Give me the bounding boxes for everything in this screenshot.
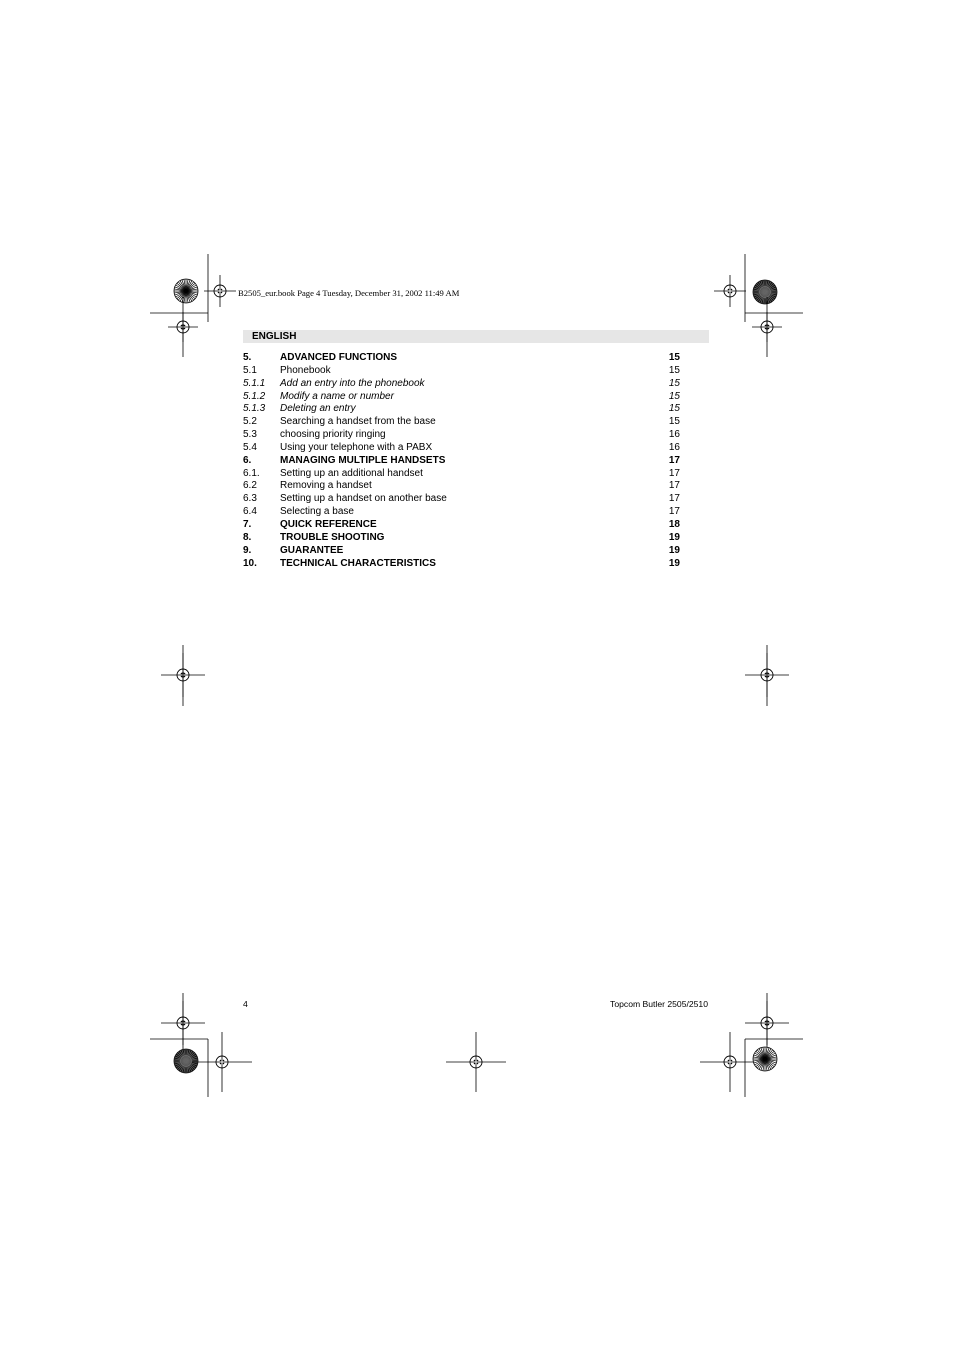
registration-crosshair-icon: [714, 275, 746, 307]
toc-entry-num: 6.3: [243, 493, 257, 505]
toc-entry[interactable]: [243, 365, 680, 378]
toc-entry-title: Removing a handset: [280, 480, 372, 492]
toc-entry-page: 17: [668, 454, 680, 466]
toc-entry-page: 17: [668, 493, 680, 505]
registration-crosshair-icon: [204, 275, 236, 307]
toc-entry-page: 15: [668, 352, 680, 363]
toc-entry[interactable]: [243, 391, 680, 404]
toc-entry-page: 19: [668, 544, 680, 556]
table-of-contents: [243, 352, 680, 570]
toc-entry-num: 5.1: [243, 364, 257, 376]
toc-entry-num: 6.4: [243, 506, 257, 518]
toc-entry[interactable]: [243, 506, 680, 519]
toc-entry-page: 15: [668, 377, 680, 389]
toc-entry-num: 8.: [243, 531, 252, 543]
toc-entry-title: ADVANCED FUNCTIONS: [280, 352, 398, 363]
toc-entry-title: Selecting a base: [280, 506, 354, 518]
color-registration-star-icon: [753, 280, 777, 304]
toc-entry-title: MANAGING MULTIPLE HANDSETS: [280, 454, 446, 466]
toc-entry-num: 10.: [243, 557, 257, 569]
toc-entry-num: 6.1.: [243, 467, 260, 479]
footer-product-name: Topcom Butler 2505/2510: [610, 999, 708, 1009]
toc-entry[interactable]: [243, 468, 680, 481]
toc-entry-title: Setting up an additional handset: [280, 467, 423, 479]
toc-entry-page: 19: [668, 531, 680, 543]
toc-entry-num: 6.2: [243, 480, 257, 492]
toc-entry-title: Add an entry into the phonebook: [280, 377, 425, 389]
toc-entry[interactable]: [243, 403, 680, 416]
toc-entry-num: 5.2: [243, 416, 257, 428]
toc-entry-num: 6.: [243, 454, 252, 466]
toc-entry[interactable]: [243, 416, 680, 429]
registration-crosshair-icon: [192, 1032, 252, 1092]
toc-entry-title: GUARANTEE: [280, 544, 344, 556]
language-label: ENGLISH: [252, 331, 297, 342]
toc-entry-num: 5.1.3: [243, 403, 266, 415]
color-registration-star-icon: [174, 279, 198, 303]
registration-crosshair-icon: [700, 1032, 760, 1092]
toc-entry-title: Searching a handset from the base: [280, 416, 436, 428]
toc-entry-title: choosing priority ringing: [280, 429, 386, 441]
toc-entry-page: 15: [668, 403, 680, 415]
registration-crosshair-icon: [446, 1032, 506, 1092]
toc-entry-title: Setting up a handset on another base: [280, 493, 447, 505]
toc-entry-page: 17: [668, 480, 680, 492]
toc-entry-title: Phonebook: [280, 364, 331, 376]
toc-entry-title: TECHNICAL CHARACTERISTICS: [280, 557, 436, 569]
print-header: B2505_eur.book Page 4 Tuesday, December 31, 2002 11:49 AM: [238, 288, 460, 298]
toc-entry-page: 16: [668, 429, 680, 441]
toc-entry-title: Deleting an entry: [280, 403, 356, 415]
toc-entry-title: TROUBLE SHOOTING: [280, 531, 385, 543]
color-registration-star-icon: [174, 1049, 198, 1073]
toc-entry[interactable]: [243, 352, 680, 365]
toc-entry-page: 17: [668, 467, 680, 479]
toc-entry[interactable]: [243, 519, 680, 532]
toc-entry-num: 5.1.2: [243, 390, 266, 402]
toc-entry[interactable]: [243, 378, 680, 391]
toc-entry-page: 15: [668, 416, 680, 428]
toc-entry-title: QUICK REFERENCE: [280, 518, 377, 530]
language-bar: [243, 330, 709, 343]
toc-entry[interactable]: [243, 493, 680, 506]
toc-entry[interactable]: [243, 480, 680, 493]
toc-entry-page: 16: [668, 441, 680, 453]
toc-entry-page: 15: [668, 390, 680, 402]
toc-entry-title: Modify a name or number: [280, 390, 394, 402]
toc-entry-num: 5.: [243, 352, 252, 363]
toc-entry-page: 18: [668, 518, 680, 530]
toc-entry[interactable]: [243, 429, 680, 442]
toc-entry[interactable]: [243, 455, 680, 468]
toc-entry[interactable]: [243, 558, 680, 571]
footer-page-number: 4: [243, 999, 248, 1009]
toc-entry-num: 5.3: [243, 429, 257, 441]
toc-entry[interactable]: [243, 442, 680, 455]
toc-entry[interactable]: [243, 545, 680, 558]
toc-entry-num: 9.: [243, 544, 252, 556]
color-registration-star-icon: [753, 1047, 777, 1071]
toc-entry[interactable]: [243, 532, 680, 545]
toc-entry-num: 5.1.1: [243, 377, 266, 389]
toc-entry-page: 19: [668, 557, 680, 569]
toc-entry-page: 15: [668, 364, 680, 376]
toc-entry-num: 5.4: [243, 441, 257, 453]
toc-entry-title: Using your telephone with a PABX: [280, 441, 433, 453]
toc-entry-page: 17: [668, 506, 680, 518]
toc-entry-num: 7.: [243, 518, 252, 530]
